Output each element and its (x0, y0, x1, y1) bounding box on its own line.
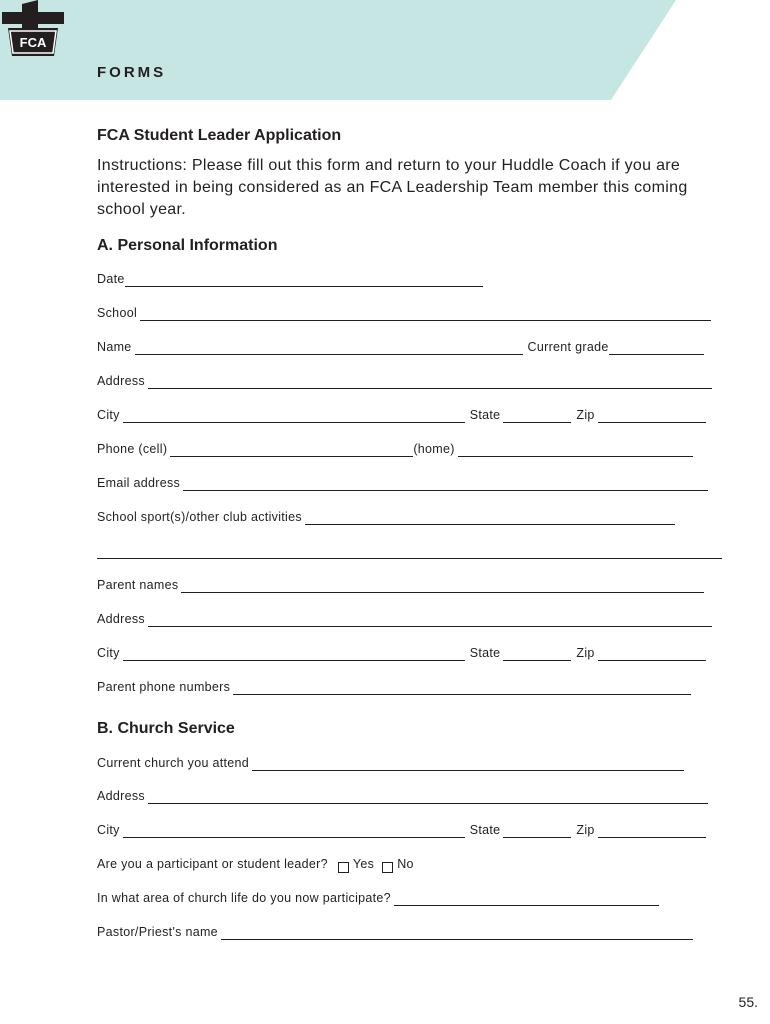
church-state-label: State (469, 823, 501, 837)
parent-names-field[interactable] (181, 579, 704, 593)
activities-field[interactable] (305, 511, 675, 525)
parent-city-field[interactable] (123, 647, 465, 661)
phone-home-field[interactable] (458, 443, 693, 457)
yes-checkbox[interactable] (338, 862, 349, 873)
parent-address-row (97, 611, 712, 627)
name-row (97, 339, 704, 355)
city-label: City (97, 408, 120, 422)
church-service-heading: B. Church Service (97, 720, 235, 737)
zip-field[interactable] (598, 409, 706, 423)
parent-city-row (97, 645, 706, 661)
church-zip-label: Zip (576, 823, 595, 837)
banner-shape (0, 0, 770, 100)
address-row (97, 373, 712, 389)
church-area-label: In what area of church life do you now participate? (97, 891, 391, 905)
form-instructions: Instructions: Please fill out this form and return to your Huddle Coach if you are interested in being considered as an FCA Leadership Team member this coming school year. (97, 157, 688, 218)
no-checkbox[interactable] (382, 862, 393, 873)
current-grade-field[interactable] (609, 341, 704, 355)
church-city-label: City (97, 823, 120, 837)
section-title: FORMS (97, 64, 167, 81)
date-label: Date (97, 272, 125, 286)
parent-phone-row (97, 679, 691, 695)
yes-label: Yes (352, 857, 375, 871)
participant-row (97, 856, 414, 872)
school-label: School (97, 306, 138, 320)
form-title: FCA Student Leader Application (97, 127, 342, 144)
parent-phone-field[interactable] (233, 681, 691, 695)
phone-home-label: (home) (413, 442, 455, 456)
email-row (97, 475, 708, 491)
parent-names-row (97, 577, 704, 593)
parent-zip-label: Zip (576, 646, 595, 660)
participant-question: Are you a participant or student leader? (97, 857, 328, 871)
church-city-field[interactable] (123, 824, 465, 838)
church-city-row (97, 822, 706, 838)
activities-row (97, 509, 675, 525)
current-grade-label: Current grade (527, 340, 609, 354)
church-area-row (97, 890, 659, 906)
state-field[interactable] (503, 409, 571, 423)
parent-address-label: Address (97, 612, 145, 626)
activities-label: School sport(s)/other club activities (97, 510, 302, 524)
church-state-field[interactable] (503, 824, 571, 838)
no-label: No (397, 857, 414, 871)
phone-row (97, 441, 693, 457)
date-field[interactable] (125, 273, 483, 287)
activities-continued-row (97, 543, 722, 559)
city-field[interactable] (123, 409, 465, 423)
parent-phone-label: Parent phone numbers (97, 680, 231, 694)
personal-info-heading: A. Personal Information (97, 237, 278, 254)
church-address-row (97, 788, 708, 804)
parent-zip-field[interactable] (598, 647, 706, 661)
state-label: State (469, 408, 501, 422)
zip-label: Zip (576, 408, 595, 422)
current-church-label: Current church you attend (97, 756, 250, 770)
city-row (97, 407, 706, 423)
address-label: Address (97, 374, 145, 388)
church-area-field[interactable] (394, 892, 659, 906)
parent-state-field[interactable] (503, 647, 571, 661)
phone-cell-label: Phone (cell) (97, 442, 168, 456)
church-address-label: Address (97, 789, 145, 803)
pastor-label: Pastor/Priest's name (97, 925, 218, 939)
fca-logo-icon (0, 0, 66, 60)
svg-text:FCA: FCA (19, 35, 47, 50)
church-zip-field[interactable] (598, 824, 706, 838)
school-field[interactable] (140, 307, 711, 321)
email-label: Email address (97, 476, 181, 490)
date-row (97, 271, 483, 287)
current-church-row (97, 755, 684, 771)
parent-names-label: Parent names (97, 578, 179, 592)
phone-cell-field[interactable] (170, 443, 413, 457)
current-church-field[interactable] (252, 757, 684, 771)
parent-city-label: City (97, 646, 120, 660)
pastor-row (97, 924, 693, 940)
header-banner (0, 0, 770, 100)
school-row (97, 305, 711, 321)
church-address-field[interactable] (148, 790, 708, 804)
parent-address-field[interactable] (148, 613, 712, 627)
address-field[interactable] (148, 375, 712, 389)
page-number: 55. (738, 994, 758, 1010)
activities-continued-field[interactable] (97, 545, 722, 559)
parent-state-label: State (469, 646, 501, 660)
email-field[interactable] (183, 477, 708, 491)
name-field[interactable] (135, 341, 523, 355)
name-label: Name (97, 340, 132, 354)
pastor-field[interactable] (221, 926, 693, 940)
